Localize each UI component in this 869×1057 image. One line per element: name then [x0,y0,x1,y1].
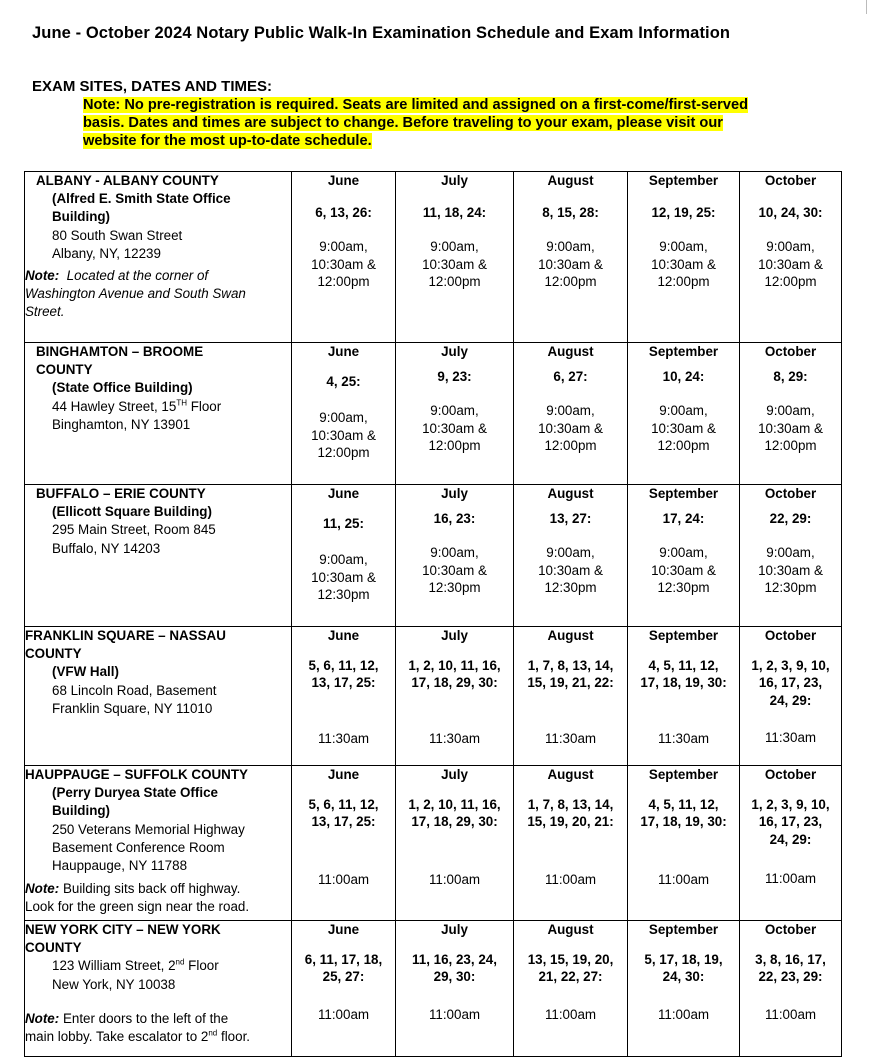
month-label: October [764,767,817,782]
exam-dates: 11, 18, 24: [422,204,487,220]
month-cell-june [292,485,396,627]
exam-times: 11:00am [544,871,597,887]
month-cell-august [514,921,628,1057]
site-building: (Alfred E. Smith State Office [52,191,231,207]
exam-times: 9:00am, 10:30am & 12:00pm [311,410,376,460]
exam-times: 11:00am [657,1006,710,1022]
section-heading: EXAM SITES, DATES AND TIMES: [32,78,273,95]
exam-dates: 1, 7, 8, 13, 14, 15, 19, 21, 22: [527,657,614,690]
month-label: September [648,628,719,643]
site-info [25,343,292,485]
month-label: July [441,344,468,359]
site-info [25,485,292,627]
exam-dates: 4, 25: [326,373,361,389]
exam-times: 9:00am, 10:30am & 12:00pm [758,403,823,453]
exam-dates: 6, 27: [553,368,588,384]
month-cell-july [396,172,514,343]
note-label: Note: [25,268,60,284]
exam-dates: 1, 7, 8, 13, 14, 15, 19, 20, 21: [527,796,614,829]
exam-dates: 8, 15, 28: [542,204,599,220]
exam-dates: 6, 11, 17, 18, 25, 27: [304,951,383,984]
month-label: June [327,486,360,501]
note-line-1: Note: No pre-registration is required. Seats are limited and assigned on a first-come/first-served [83,97,748,113]
exam-dates: 5, 6, 11, 12, 13, 17, 25: [308,796,379,829]
month-label: October [764,486,817,501]
site-note [25,880,291,898]
site-row-binghamton [25,343,842,485]
site-info [25,627,292,766]
exam-dates: 1, 2, 3, 9, 10, 16, 17, 23, 24, 29: [751,796,830,847]
month-cell-july [396,766,514,921]
site-info [25,921,292,1057]
exam-times: 11:30am [317,730,370,746]
site-city: Albany, NY, 12239 [52,245,161,261]
month-cell-september [628,172,740,343]
site-building-cont: Building) [52,209,111,225]
site-name: ALBANY - ALBANY COUNTY [36,173,219,188]
month-cell-june [292,766,396,921]
site-note [25,1010,291,1028]
exam-times: 11:00am [544,1006,597,1022]
exam-dates: 8, 29: [773,368,808,384]
month-label: July [441,628,468,643]
exam-dates: 4, 5, 11, 12, 17, 18, 19, 30: [640,657,727,690]
exam-dates: 16, 23: [433,510,476,526]
month-cell-june [292,343,396,485]
page-edge-line [866,0,867,14]
exam-times: 9:00am, 10:30am & 12:00pm [758,239,823,289]
month-cell-june [292,627,396,766]
exam-dates: 5, 17, 18, 19, 24, 30: [644,951,723,984]
month-label: October [764,628,817,643]
page-title: June - October 2024 Notary Public Walk-In Examination Schedule and Exam Information [32,24,731,42]
month-label: October [764,173,817,188]
note-text: Enter doors to the left of the [59,1010,229,1026]
exam-times: 11:00am [428,871,481,887]
month-cell-august [514,172,628,343]
exam-times: 11:00am [764,1006,817,1022]
month-cell-october [740,343,842,485]
site-info [25,766,292,921]
exam-times: 9:00am, 10:30am & 12:30pm [422,545,487,595]
site-address: 44 Hawley Street, 15TH Floor [52,398,222,414]
exam-dates: 12, 19, 25: [651,204,716,220]
exam-dates: 17, 24: [662,510,705,526]
site-name: HAUPPAUGE – SUFFOLK COUNTY [25,767,248,782]
site-city: Hauppauge, NY 11788 [52,858,188,874]
exam-times: 9:00am, 10:30am & 12:00pm [311,239,376,289]
note-text: Building sits back off highway. [59,881,241,897]
month-label: August [547,344,594,359]
month-cell-august [514,766,628,921]
note-line-3: website for the most up-to-date schedule. [83,133,372,149]
registration-note [83,96,843,150]
site-building-cont: Building) [52,803,111,819]
month-cell-september [628,627,740,766]
site-note-cont: main lobby. Take escalator to 2nd floor. [25,1028,251,1045]
exam-dates: 10, 24: [662,368,705,384]
month-label: August [547,173,594,188]
month-cell-september [628,921,740,1057]
exam-times: 9:00am, 10:30am & 12:00pm [651,403,716,453]
site-building: (Ellicott Square Building) [52,504,212,520]
exam-times: 11:00am [657,871,710,887]
exam-times: 9:00am, 10:30am & 12:00pm [422,403,487,453]
exam-dates: 10, 24, 30: [758,204,823,220]
month-label: July [441,922,468,937]
site-address: 80 South Swan Street [52,227,183,243]
month-cell-october [740,485,842,627]
month-cell-august [514,627,628,766]
month-label: July [441,173,468,188]
exam-dates: 1, 2, 10, 11, 16, 17, 18, 29, 30: [408,657,501,690]
site-info [25,172,292,343]
site-row-albany [25,172,842,343]
exam-dates: 5, 6, 11, 12, 13, 17, 25: [308,657,379,690]
month-cell-july [396,343,514,485]
site-note [25,267,291,285]
site-name: BUFFALO – ERIE COUNTY [36,486,206,501]
site-name: FRANKLIN SQUARE – NASSAU [25,628,226,643]
site-row-hauppauge [25,766,842,921]
exam-times: 11:00am [764,871,817,886]
month-cell-july [396,485,514,627]
month-cell-august [514,485,628,627]
site-city: New York, NY 10038 [52,976,176,992]
exam-dates: 11, 25: [323,515,364,531]
month-label: July [441,486,468,501]
exam-times: 11:00am [317,871,370,887]
note-line-2: basis. Dates and times are subject to change. Before traveling to your exam, please visit our [83,115,723,131]
site-address-cont: Basement Conference Room [52,839,225,855]
exam-dates: 3, 8, 16, 17, 22, 23, 29: [755,951,826,984]
exam-dates: 11, 16, 23, 24, 29, 30: [412,951,497,984]
month-cell-june [292,921,396,1057]
month-cell-october [740,627,842,766]
site-name-cont: COUNTY [25,940,82,956]
month-label: September [648,344,719,359]
exam-times: 9:00am, 10:30am & 12:30pm [538,545,603,595]
month-label: September [648,922,719,937]
exam-times: 9:00am, 10:30am & 12:30pm [758,545,823,595]
exam-dates: 9, 23: [437,368,472,384]
site-row-new-york-city [25,921,842,1057]
site-city: Binghamton, NY 13901 [52,416,191,432]
exam-dates: 22, 29: [769,510,812,526]
site-city: Buffalo, NY 14203 [52,540,161,556]
exam-times: 11:00am [317,1006,370,1022]
exam-times: 9:00am, 10:30am & 12:00pm [538,403,603,453]
exam-dates: 13, 27: [549,510,592,526]
month-label: June [327,344,360,359]
site-row-franklin-square [25,627,842,766]
note-text: Located at the corner of [66,268,209,284]
note-label: Note: [25,1010,60,1026]
month-label: September [648,767,719,782]
exam-times: 11:30am [764,730,817,745]
month-label: June [327,767,360,782]
month-cell-october [740,172,842,343]
month-cell-july [396,921,514,1057]
exam-times: 11:30am [428,730,481,746]
site-address: 295 Main Street, Room 845 [52,522,216,538]
month-cell-june [292,172,396,343]
month-label: June [327,628,360,643]
month-label: August [547,767,594,782]
exam-times: 9:00am, 10:30am & 12:00pm [651,239,716,289]
note-label: Note: [25,881,60,897]
month-label: July [441,767,468,782]
site-address: 250 Veterans Memorial Highway [52,821,245,837]
exam-times: 9:00am, 10:30am & 12:30pm [651,545,716,595]
schedule-table [24,171,842,1057]
month-label: June [327,173,360,188]
exam-times: 9:00am, 10:30am & 12:30pm [311,552,376,602]
month-cell-august [514,343,628,485]
month-label: August [547,486,594,501]
month-label: August [547,628,594,643]
exam-dates: 13, 15, 19, 20, 21, 22, 27: [527,951,614,984]
site-note-cont: Look for the green sign near the road. [25,899,250,915]
month-cell-july [396,627,514,766]
exam-times: 11:30am [657,730,710,746]
exam-times: 9:00am, 10:30am & 12:00pm [422,239,487,289]
month-cell-october [740,921,842,1057]
exam-dates: 1, 2, 10, 11, 16, 17, 18, 29, 30: [408,796,501,829]
month-label: October [764,344,817,359]
site-row-buffalo [25,485,842,627]
site-note-cont: Washington Avenue and South Swan [25,286,246,302]
site-city: Franklin Square, NY 11010 [52,700,213,716]
exam-times: 11:00am [428,1006,481,1022]
exam-dates: 1, 2, 3, 9, 10, 16, 17, 23, 24, 29: [751,657,830,708]
site-building: (Perry Duryea State Office [52,785,218,801]
site-name-cont: COUNTY [25,646,82,662]
month-cell-september [628,766,740,921]
exam-dates: 6, 13, 26: [315,204,372,220]
site-name: NEW YORK CITY – NEW YORK [25,922,221,937]
site-building: (State Office Building) [52,380,193,396]
site-note-cont: Street. [25,304,65,320]
site-address: 123 William Street, 2nd Floor [52,957,219,974]
exam-dates: 4, 5, 11, 12, 17, 18, 19, 30: [640,796,727,829]
month-label: June [327,922,360,937]
site-name-cont: COUNTY [36,362,93,378]
exam-times: 9:00am, 10:30am & 12:00pm [538,239,603,289]
exam-times: 11:30am [544,730,597,746]
site-name: BINGHAMTON – BROOME [36,344,204,359]
month-cell-september [628,343,740,485]
month-cell-october [740,766,842,921]
site-building: (VFW Hall) [52,664,119,680]
month-label: September [648,173,719,188]
month-label: August [547,922,594,937]
month-label: October [764,922,817,937]
month-label: September [648,486,719,501]
month-cell-september [628,485,740,627]
site-address: 68 Lincoln Road, Basement [52,682,217,698]
